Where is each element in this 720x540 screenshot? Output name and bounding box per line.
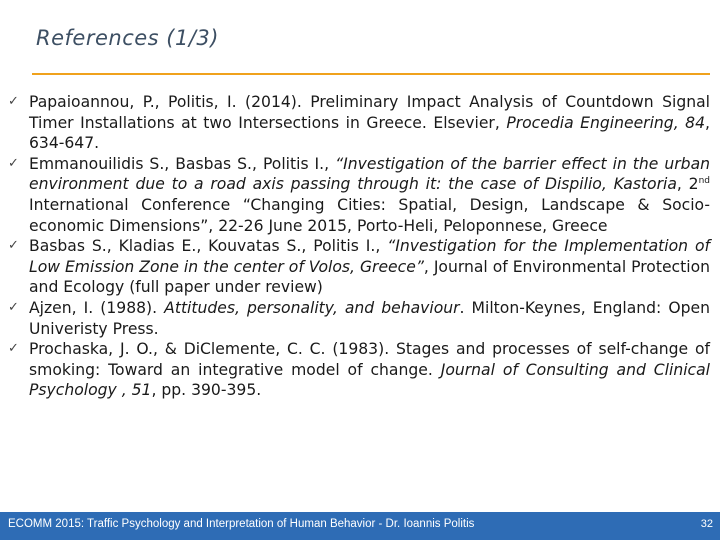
- checkmark-icon: ✓: [8, 155, 19, 171]
- checkmark-icon: ✓: [8, 94, 19, 109]
- reference-text-segment: International Conference “Changing Cities: Spatial, Design, Landscape & Socio-economic Dimensions”, 22-26 June 2015, Porto-Heli, Peloponnese, Greece: [29, 195, 710, 235]
- reference-text-segment: “Investigation of the barrier effect in the urban environment due to a road axis passing through it: the case of Dispilio, Kastoria: [29, 154, 711, 194]
- reference-text-segment: Ajzen, I. (1988).: [29, 298, 165, 317]
- reference-text-segment: Attitudes, personality, and behaviour: [164, 298, 460, 317]
- reference-text-segment: Papaioannou, P., Politis, I. (2014). Preliminary Impact Analysis of Countdown Signal Timer Installations at two Intersections in Greece. Elsevier,: [29, 93, 710, 132]
- reference-text-segment: “Investigation for the Implementation of Low Emission Zone in the center of Volos, Greece”: [29, 237, 710, 276]
- slide-title: References (1/3): [36, 26, 219, 50]
- checkmark-icon: ✓: [8, 299, 19, 315]
- reference-text-segment: . Milton-Keynes, England: Open Univeristy Press.: [29, 298, 710, 338]
- footer-bar: [0, 512, 720, 540]
- title-underline: [32, 73, 710, 75]
- reference-text-segment: Prochaska, J. O., & DiClemente, C. C. (1983). Stages and processes of self-change of smoking: Toward an integrative model of change.: [29, 340, 710, 379]
- reference-item: [8, 154, 710, 236]
- checkmark-icon: ✓: [8, 341, 19, 357]
- checkmark-icon: ✓: [8, 238, 19, 254]
- reference-item: [8, 236, 710, 298]
- reference-text-segment: , 634-647.: [29, 113, 710, 153]
- reference-text-segment: , Journal of Environmental Protection and Ecology (full paper under review): [29, 257, 710, 297]
- reference-item: [8, 298, 710, 339]
- reference-item: [8, 92, 710, 154]
- reference-text-segment: Basbas S., Kladias E., Kouvatas S., Politis I.,: [29, 237, 388, 256]
- reference-text-segment: , pp. 390-395.: [151, 381, 262, 400]
- footer-text: ECOMM 2015: Traffic Psychology and Interpretation of Human Behavior - Dr. Ioannis Politis: [8, 518, 475, 530]
- reference-text-segment: , 2: [676, 175, 699, 194]
- reference-text-segment: Journal of Consulting and Clinical Psychology , 51: [29, 360, 711, 400]
- page-number: 32: [700, 518, 713, 530]
- reference-list: [8, 92, 710, 401]
- reference-text-segment: nd: [698, 176, 710, 187]
- reference-text-segment: Emmanouilidis S., Basbas S., Politis I.,: [29, 154, 336, 173]
- reference-text-segment: Procedia Engineering, 84: [506, 113, 706, 132]
- reference-item: [8, 339, 710, 401]
